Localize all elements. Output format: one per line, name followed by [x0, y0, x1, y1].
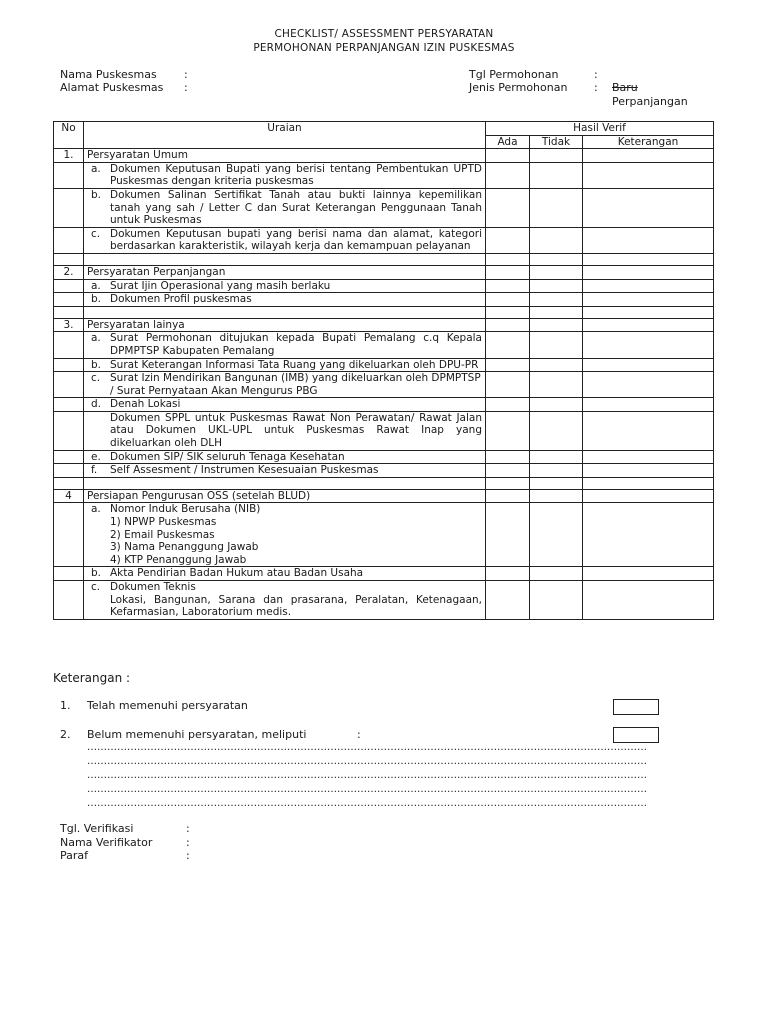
ada-cell[interactable]	[486, 227, 530, 253]
keterangan-cell[interactable]	[583, 149, 714, 163]
keterangan-cell[interactable]	[583, 265, 714, 279]
tgl-permohonan-colon: :	[594, 68, 598, 81]
keterangan-cell[interactable]	[583, 162, 714, 188]
item-text: Surat Ijin Operasional yang masih berlaku	[110, 279, 331, 292]
ada-cell[interactable]	[486, 293, 530, 307]
belum-memenuhi-checkbox[interactable]	[613, 727, 659, 743]
item-text: Akta Pendirian Badan Hukum atau Badan Usaha	[110, 567, 364, 580]
tgl-verifikasi-colon: :	[186, 822, 190, 835]
keterangan-cell[interactable]	[583, 318, 714, 332]
keterangan-cell[interactable]	[583, 293, 714, 307]
tidak-cell[interactable]	[530, 503, 583, 567]
table-row	[54, 503, 714, 567]
item-letter: f.	[91, 464, 98, 477]
ada-cell[interactable]	[486, 318, 530, 332]
ada-cell[interactable]	[486, 332, 530, 358]
keterangan-cell[interactable]	[583, 279, 714, 293]
paraf-row	[60, 849, 190, 862]
keterangan-cell[interactable]	[583, 358, 714, 372]
table-row	[54, 188, 714, 227]
item-letter: a.	[91, 162, 101, 175]
keterangan-item2-colon: :	[357, 728, 361, 741]
alamat-puskesmas-label: Alamat Puskesmas	[60, 81, 164, 94]
spacer-row	[54, 253, 714, 265]
nama-puskesmas-colon: :	[184, 68, 188, 81]
item-text: Dokumen Salinan Sertifikat Tanah atau bukti lainnya kepemilikan tanah yang sah / Letter C dan Surat Keterangan Penggunaan Tanah untuk Puskesmas	[110, 188, 482, 227]
item-text: Dokumen Profil puskesmas	[110, 293, 252, 306]
col-header-ada: Ada	[486, 135, 530, 149]
ada-cell[interactable]	[486, 358, 530, 372]
keterangan-cell[interactable]	[583, 567, 714, 581]
keterangan-cell[interactable]	[583, 464, 714, 478]
section-number: 1.	[54, 149, 84, 163]
tidak-cell[interactable]	[530, 227, 583, 253]
item-text: Surat Keterangan Informasi Tata Ruang yang dikeluarkan oleh DPU-PR	[110, 358, 479, 371]
alamat-puskesmas-colon: :	[184, 81, 188, 94]
dotted-fill-line[interactable]: ……………………………………………………………………………………………………………………………………………………	[87, 798, 647, 809]
tidak-cell[interactable]	[530, 149, 583, 163]
dotted-fill-line[interactable]: ……………………………………………………………………………………………………………………………………………………	[87, 770, 647, 781]
jenis-permohonan-colon: :	[594, 81, 598, 94]
table-row	[54, 149, 714, 163]
nama-verifikator-colon: :	[186, 836, 190, 849]
telah-memenuhi-checkbox[interactable]	[613, 699, 659, 715]
tidak-cell[interactable]	[530, 188, 583, 227]
paraf-label: Paraf	[60, 849, 89, 862]
section-title: Persyaratan Perpanjangan	[84, 265, 486, 279]
item-letter: a.	[91, 279, 101, 292]
item-letter: c.	[91, 372, 101, 385]
keterangan-cell[interactable]	[583, 227, 714, 253]
tidak-cell[interactable]	[530, 489, 583, 503]
keterangan-heading: Keterangan :	[53, 671, 131, 685]
ada-cell[interactable]	[486, 398, 530, 412]
keterangan-cell[interactable]	[583, 411, 714, 450]
table-row	[54, 293, 714, 307]
nama-verifikator-row	[60, 836, 190, 849]
paraf-colon: :	[186, 849, 190, 862]
tidak-cell[interactable]	[530, 358, 583, 372]
ada-cell[interactable]	[486, 372, 530, 398]
tidak-cell[interactable]	[530, 293, 583, 307]
ada-cell[interactable]	[486, 450, 530, 464]
col-header-no: No	[54, 122, 84, 149]
table-row	[54, 581, 714, 620]
keterangan-cell[interactable]	[583, 188, 714, 227]
keterangan-cell[interactable]	[583, 332, 714, 358]
item-text: Nomor Induk Berusaha (NIB)	[110, 503, 261, 516]
sub-item: 3) Nama Penanggung Jawab	[110, 541, 259, 554]
item-letter: b.	[91, 293, 102, 306]
keterangan-cell[interactable]	[583, 450, 714, 464]
keterangan-item1-text: Telah memenuhi persyaratan	[87, 699, 248, 712]
ada-cell[interactable]	[486, 411, 530, 450]
sub-item: 2) Email Puskesmas	[110, 528, 215, 541]
table-row	[54, 332, 714, 358]
item-text: Self Assesment / Instrumen Kesesuaian Puskesmas	[110, 464, 379, 477]
ada-cell[interactable]	[486, 162, 530, 188]
ada-cell[interactable]	[486, 464, 530, 478]
tgl-verifikasi-row	[60, 822, 190, 835]
table-row	[54, 567, 714, 581]
item-letter: c.	[91, 227, 101, 240]
item-text: Surat Izin Mendirikan Bangunan (IMB) yang dikeluarkan oleh DPMPTSP / Surat Pernyataan Akan Mengurus PBG	[110, 372, 481, 397]
tgl-verifikasi-label: Tgl. Verifikasi	[60, 822, 134, 835]
item-text: Dokumen Keputusan bupati yang berisi nama dan alamat, kategori berdasarkan karakteristik, wilayah kerja dan kemampuan pelayanan	[110, 227, 482, 253]
tidak-cell[interactable]	[530, 567, 583, 581]
tgl-permohonan-label: Tgl Permohonan	[469, 68, 559, 81]
tidak-cell[interactable]	[530, 279, 583, 293]
item-letter: a.	[91, 332, 101, 345]
document-title-line2: PERMOHONAN PERPANJANGAN IZIN PUSKESMAS	[253, 42, 515, 54]
tidak-cell[interactable]	[530, 162, 583, 188]
table-row	[54, 398, 714, 412]
spacer-row	[54, 306, 714, 318]
jenis-permohonan-label: Jenis Permohonan	[469, 81, 568, 94]
col-header-tidak: Tidak	[530, 135, 583, 149]
table-row	[54, 318, 714, 332]
document-title-line1: CHECKLIST/ ASSESSMENT PERSYARATAN	[274, 28, 494, 40]
col-header-hasil-verif: Hasil Verif	[486, 122, 714, 136]
keterangan-item2-text: Belum memenuhi persyaratan, meliputi	[87, 728, 307, 741]
keterangan-cell[interactable]	[583, 398, 714, 412]
item-letter: b.	[91, 567, 102, 580]
tidak-cell[interactable]	[530, 398, 583, 412]
item-letter: b.	[91, 188, 102, 201]
keterangan-cell[interactable]	[583, 503, 714, 567]
item-letter: c.	[91, 581, 101, 593]
jenis-option-perpanjangan: Perpanjangan	[612, 95, 688, 108]
ada-cell[interactable]	[486, 149, 530, 163]
col-header-keterangan: Keterangan	[583, 135, 714, 149]
section-title: Persyaratan Umum	[84, 149, 486, 163]
tidak-cell[interactable]	[530, 265, 583, 279]
ada-cell[interactable]	[486, 489, 530, 503]
keterangan-cell[interactable]	[583, 489, 714, 503]
table-row	[54, 162, 714, 188]
ada-cell[interactable]	[486, 265, 530, 279]
table-row	[54, 358, 714, 372]
item-letter: d.	[91, 398, 102, 411]
tidak-cell[interactable]	[530, 332, 583, 358]
sub-item: 4) KTP Penanggung Jawab	[110, 553, 247, 566]
item-text: Denah Lokasi	[110, 398, 181, 411]
item-text: Dokumen SIP/ SIK seluruh Tenaga Kesehatan	[110, 450, 345, 463]
keterangan-item2-number: 2.	[60, 728, 71, 741]
tidak-cell[interactable]	[530, 372, 583, 398]
checklist-table	[53, 121, 714, 620]
keterangan-item1-number: 1.	[60, 699, 71, 712]
keterangan-cell[interactable]	[583, 372, 714, 398]
ada-cell[interactable]	[486, 581, 530, 620]
item-text: Surat Permohonan ditujukan kepada Bupati Pemalang c.q Kepala DPMPTSP Kabupaten Pemalang	[110, 332, 482, 357]
spacer-row	[54, 477, 714, 489]
item-letter	[87, 412, 110, 450]
item-letter: e.	[91, 450, 101, 463]
tidak-cell[interactable]	[530, 411, 583, 450]
table-row	[54, 411, 714, 450]
tidak-cell[interactable]	[530, 581, 583, 620]
nama-verifikator-label: Nama Verifikator	[60, 836, 153, 849]
section-number: 3.	[54, 318, 84, 332]
dotted-fill-line[interactable]: ……………………………………………………………………………………………………………………………………………………	[87, 784, 647, 795]
keterangan-cell[interactable]	[583, 581, 714, 620]
item-text: Dokumen Keputusan Bupati yang berisi tentang Pembentukan UPTD Puskesmas dengan kriteria puskesmas	[110, 162, 482, 188]
col-header-uraian: Uraian	[84, 122, 486, 149]
ada-cell[interactable]	[486, 188, 530, 227]
sub-item: 1) NPWP Puskesmas	[110, 516, 217, 529]
table-row	[54, 372, 714, 398]
table-row	[54, 279, 714, 293]
section-number: 4	[54, 489, 84, 503]
table-row	[54, 489, 714, 503]
item-letter: a.	[91, 503, 101, 516]
item-letter: b.	[91, 358, 102, 371]
jenis-option-baru: Baru	[612, 81, 638, 94]
nama-puskesmas-label: Nama Puskesmas	[60, 68, 157, 81]
table-row	[54, 265, 714, 279]
item-text: Dokumen SPPL untuk Puskesmas Rawat Non Perawatan/ Rawat Jalan atau Dokumen UKL-UPL untuk Puskesmas Rawat Inap yang dikeluarkan oleh DLH	[110, 411, 482, 450]
table-row	[54, 227, 714, 253]
tidak-cell[interactable]	[530, 450, 583, 464]
sub-item: Lokasi, Bangunan, Sarana dan prasarana, Peralatan, Ketenagaan, Kefarmasian, Laboratorium medis.	[110, 593, 482, 619]
tidak-cell[interactable]	[530, 318, 583, 332]
table-row	[54, 464, 714, 478]
ada-cell[interactable]	[486, 567, 530, 581]
ada-cell[interactable]	[486, 503, 530, 567]
section-number: 2.	[54, 265, 84, 279]
dotted-fill-line[interactable]: ……………………………………………………………………………………………………………………………………………………	[87, 742, 647, 753]
tidak-cell[interactable]	[530, 464, 583, 478]
dotted-fill-line[interactable]: ……………………………………………………………………………………………………………………………………………………	[87, 756, 647, 767]
section-title: Persyaratan lainya	[84, 318, 486, 332]
ada-cell[interactable]	[486, 279, 530, 293]
table-row	[54, 450, 714, 464]
item-text: Dokumen Teknis	[110, 581, 196, 593]
section-title: Persiapan Pengurusan OSS (setelah BLUD)	[84, 489, 486, 503]
